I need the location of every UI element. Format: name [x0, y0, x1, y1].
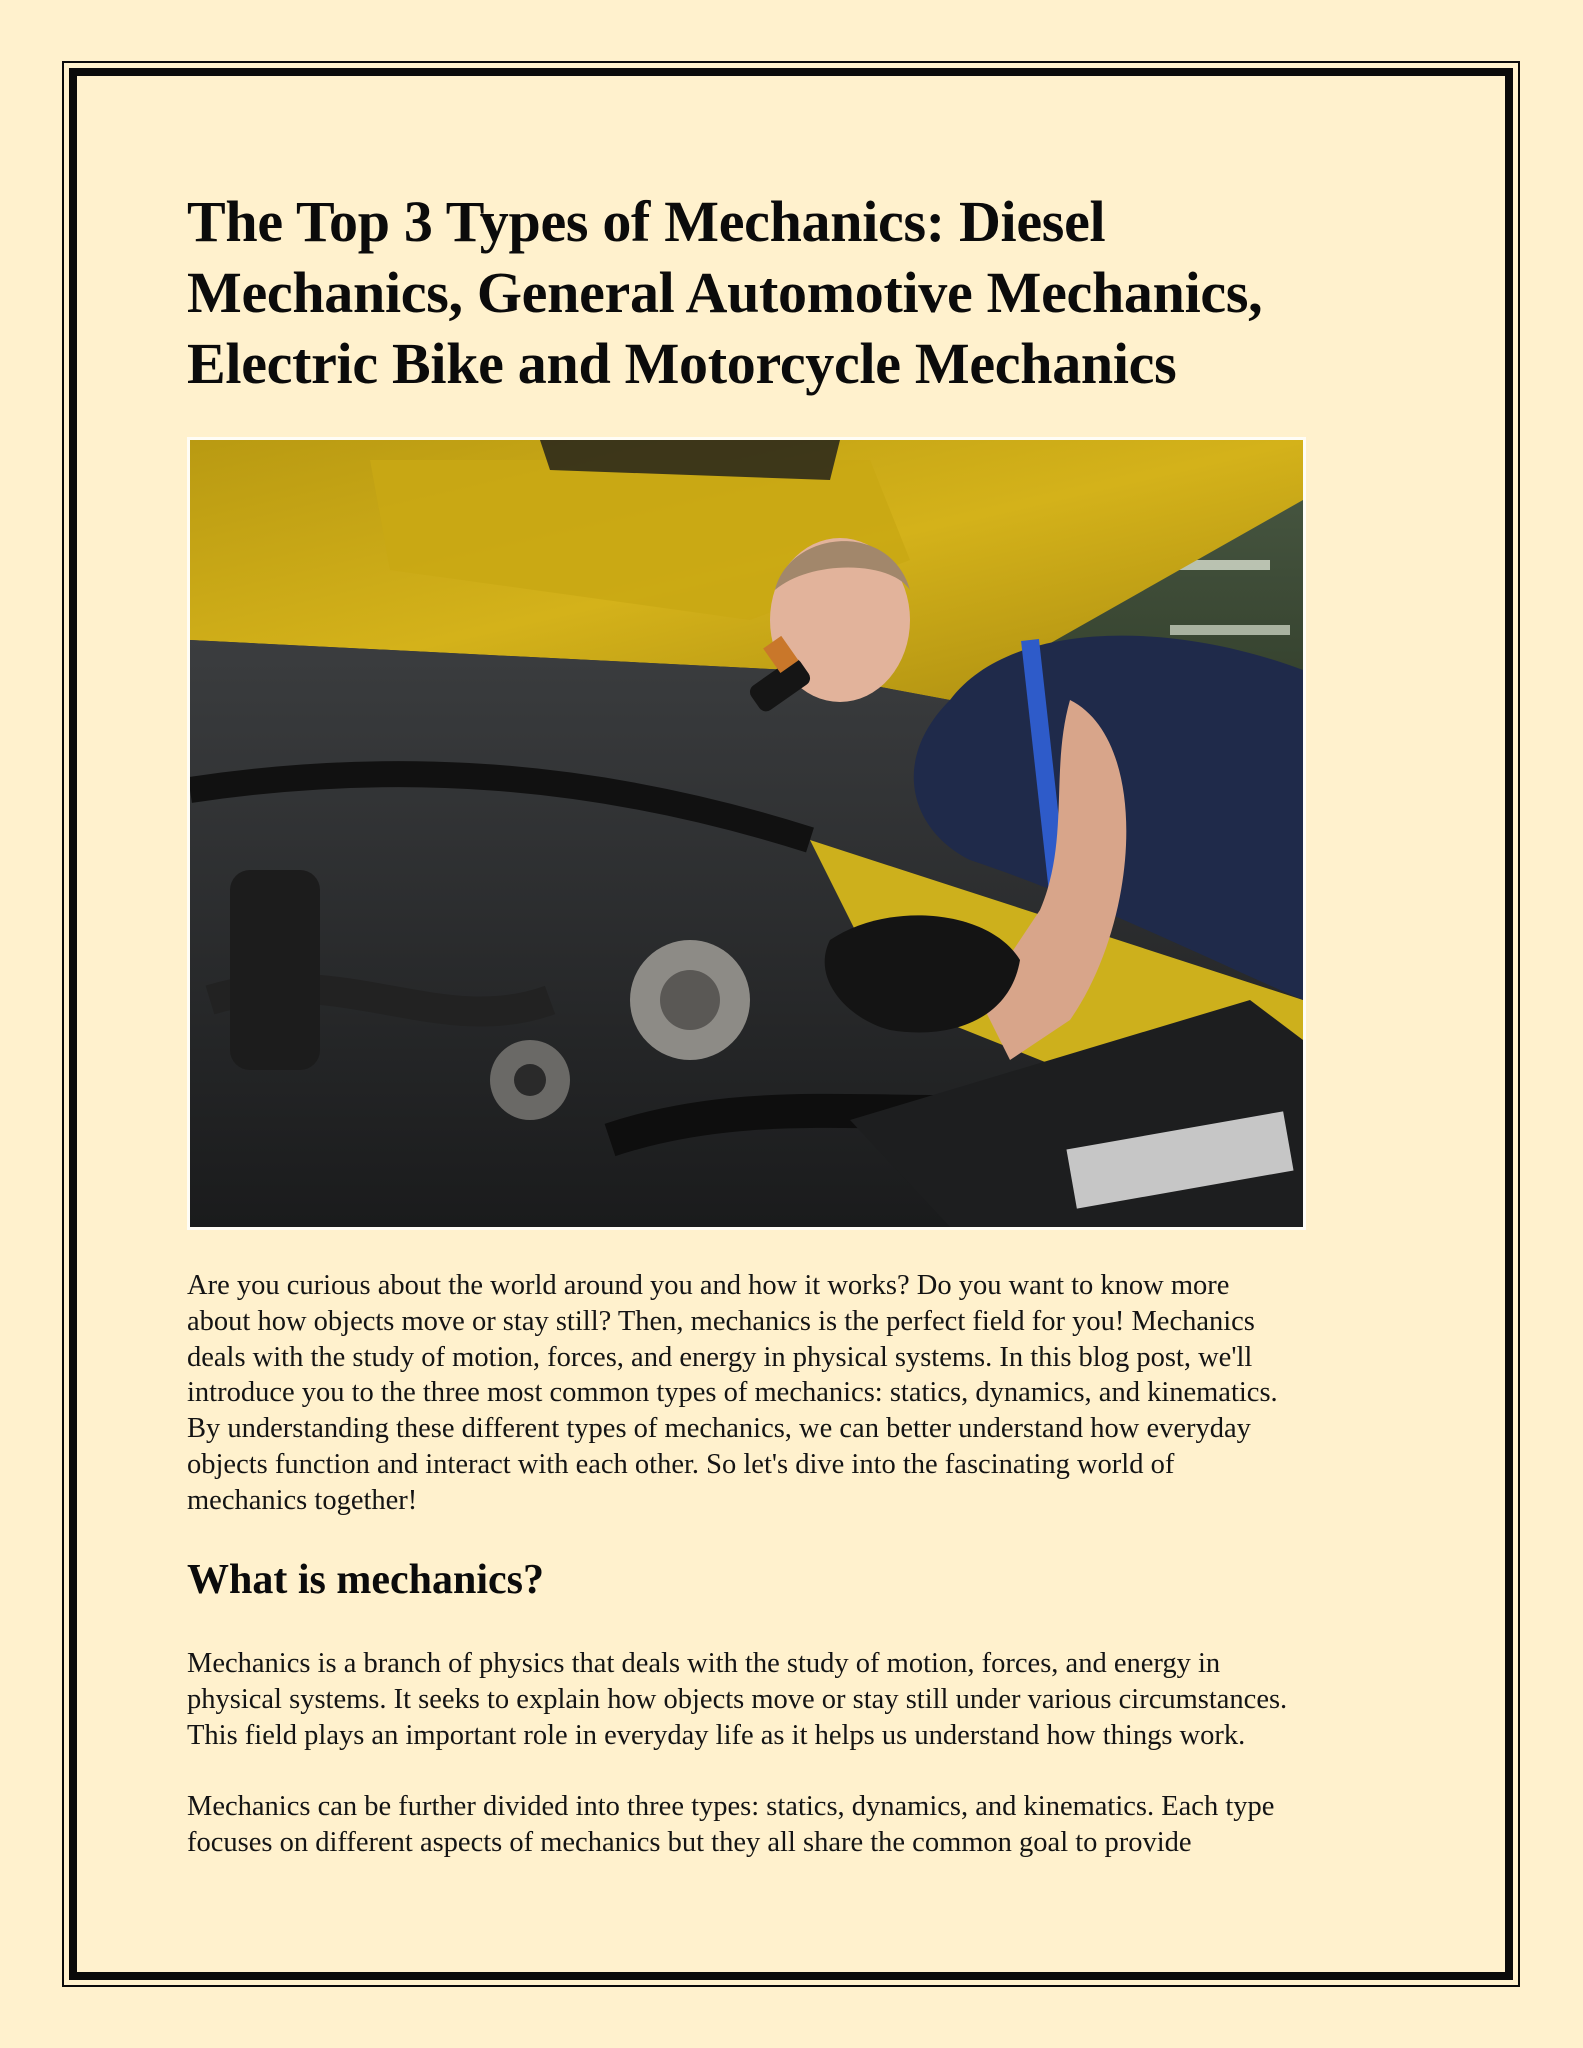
section-paragraph	[187, 1789, 1387, 1861]
text-line: By understanding these different types of mechanics, we can better understand how everyday	[187, 1413, 1251, 1445]
text-line: Mechanics is a branch of physics that deals with the study of motion, forces, and energy in	[187, 1648, 1221, 1679]
intro-paragraph	[187, 1268, 1387, 1519]
text-line: introduce you to the three most common types of mechanics: statics, dynamics, and kinematics.	[187, 1377, 1278, 1409]
section-heading: What is mechanics?	[187, 1557, 544, 1603]
section-paragraph	[187, 1646, 1387, 1753]
text-line: focuses on different aspects of mechanics but they all share the common goal to provide	[187, 1826, 1192, 1858]
text-line: physical systems. It seeks to explain how objects move or stay still under various circumstances.	[187, 1683, 1288, 1715]
mechanic-photo-illustration	[190, 440, 1303, 1227]
page-title	[187, 186, 1387, 399]
title-line: Electric Bike and Motorcycle Mechanics	[187, 331, 1177, 396]
text-line: Are you curious about the world around you and how it works? Do you want to know more	[187, 1270, 1230, 1301]
text-line: Mechanics can be further divided into three types: statics, dynamics, and kinematics. Each type	[187, 1791, 1275, 1822]
text-line: deals with the study of motion, forces, and energy in physical systems. In this blog post, we'll	[187, 1341, 1253, 1373]
text-line: mechanics together!	[187, 1484, 418, 1516]
text-line: objects function and interact with each other. So let's dive into the fascinating world of	[187, 1448, 1175, 1480]
title-block	[187, 186, 1387, 399]
title-line: Mechanics, General Automotive Mechanics,	[187, 260, 1263, 325]
hero-image	[187, 437, 1306, 1230]
text-line: This field plays an important role in everyday life as it helps us understand how things work.	[187, 1719, 1246, 1751]
text-line: about how objects move or stay still? Then, mechanics is the perfect field for you! Mechanics	[187, 1305, 1255, 1337]
title-line: The Top 3 Types of Mechanics: Diesel	[187, 189, 1106, 254]
